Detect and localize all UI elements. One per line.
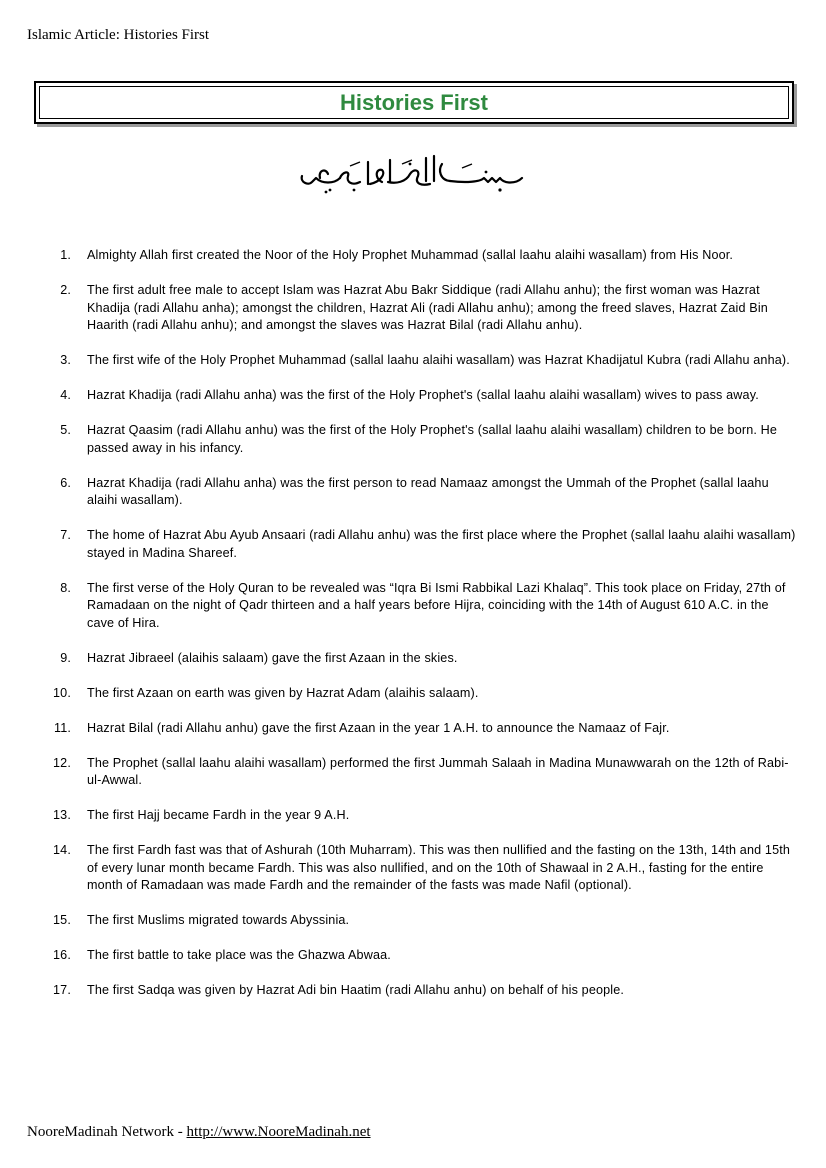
list-item-text: Hazrat Khadija (radi Allahu anha) was the first person to read Namaaz amongst the Ummah of the Prophet (sallal laahu alaihi wasallam). xyxy=(87,475,769,507)
list-item xyxy=(30,720,796,738)
list-item xyxy=(30,422,796,457)
list-item-number: 4. xyxy=(60,388,71,402)
list-item xyxy=(30,842,796,895)
list-item-number: 11. xyxy=(53,720,71,735)
list-item-text: The first Muslims migrated towards Abyssinia. xyxy=(87,913,350,927)
footer-network-name: NooreMadinah Network - xyxy=(27,1124,187,1140)
bismillah-calligraphy xyxy=(290,148,530,198)
numbered-list xyxy=(30,247,796,1017)
list-item-text: The first Sadqa was given by Hazrat Adi bin Haatim (radi Allahu anhu) on behalf of his people. xyxy=(87,983,625,997)
list-item-number: 7. xyxy=(60,528,71,542)
list-item-text: Hazrat Qaasim (radi Allahu anhu) was the first of the Holy Prophet's (sallal laahu alaihi wasallam) children to be born. He passed away in his infancy. xyxy=(87,423,778,455)
list-item-number: 9. xyxy=(60,650,71,665)
list-item xyxy=(30,982,796,1000)
list-item-number: 14. xyxy=(53,843,71,857)
list-item-text: Hazrat Khadija (radi Allahu anha) was the first of the Holy Prophet's (sallal laahu alaihi wasallam) wives to pass away. xyxy=(87,388,759,402)
title-inner-border xyxy=(39,86,789,119)
list-item-text: The first Fardh fast was that of Ashurah (10th Muharram). This was then nullified and the fasting on the 13th, 14th and 15th of every lunar month became Fardh. This was also nullified, and on the 10th of Shawaal in 2 A.H., fasting for the entire month of Ramadaan was made Fardh and the remainder of the fasts was made Nafil (optional). xyxy=(87,843,791,892)
list-item xyxy=(30,755,796,790)
list-item xyxy=(30,947,796,965)
list-item-text: The first Azaan on earth was given by Hazrat Adam (alaihis salaam). xyxy=(87,685,479,700)
list-item-text: Hazrat Jibraeel (alaihis salaam) gave the first Azaan in the skies. xyxy=(87,650,458,665)
list-item-text: The first battle to take place was the Ghazwa Abwaa. xyxy=(87,948,391,962)
list-item-number: 3. xyxy=(60,353,71,367)
list-item-number: 8. xyxy=(60,580,71,595)
list-item-text: The Prophet (sallal laahu alaihi wasallam) performed the first Jummah Salaah in Madina Munawwarah on the 12th of Rabi-ul-Awwal. xyxy=(87,755,789,787)
bismillah-calligraphy-image xyxy=(290,148,530,198)
list-item-number: 5. xyxy=(60,423,71,437)
list-item xyxy=(30,527,796,562)
list-item-number: 2. xyxy=(60,283,71,297)
list-item-text: The first verse of the Holy Quran to be revealed was “Iqra Bi Ismi Rabbikal Lazi Khalaq”. This took place on Friday, 27th of Ramadaan on the night of Qadr thirteen and a half years before Hijra, coinciding with the 14th of August 610 A.C. in the cave of Hira. xyxy=(87,580,786,630)
list-item xyxy=(30,580,796,633)
footer xyxy=(27,1122,371,1142)
list-item-text: Hazrat Bilal (radi Allahu anhu) gave the first Azaan in the year 1 A.H. to announce the Namaaz of Fajr. xyxy=(87,720,670,735)
list-item xyxy=(30,912,796,930)
list-item-text: Almighty Allah first created the Noor of the Holy Prophet Muhammad (sallal laahu alaihi wasallam) from His Noor. xyxy=(87,248,734,262)
list-item-text: The first Hajj became Fardh in the year 9 A.H. xyxy=(87,808,350,822)
list-item-number: 16. xyxy=(53,948,71,962)
list-item-text: The first wife of the Holy Prophet Muhammad (sallal laahu alaihi wasallam) was Hazrat Khadijatul Kubra (radi Allahu anha). xyxy=(87,353,790,367)
footer-website-link[interactable]: http://www.NooreMadinah.net xyxy=(186,1124,371,1140)
list-item-number: 6. xyxy=(60,475,71,490)
list-item-number: 15. xyxy=(53,913,71,927)
list-item-number: 12. xyxy=(53,755,71,770)
list-item-number: 13. xyxy=(53,808,71,822)
list-item-text: The first adult free male to accept Islam was Hazrat Abu Bakr Siddique (radi Allahu anhu); the first woman was Hazrat Khadija (radi Allahu anha); amongst the children, Hazrat Ali (radi Allahu anhu); among the freed slaves, Hazrat Zaid Bin Haarith (radi Allahu anhu); and amongst the slaves was Hazrat Bilal (radi Allahu anhu). xyxy=(87,283,768,332)
list-item xyxy=(30,387,796,405)
list-item-number: 17. xyxy=(53,983,71,997)
document-header: Islamic Article: Histories First xyxy=(27,27,210,43)
list-item xyxy=(30,685,796,703)
list-item-number: 1. xyxy=(60,248,71,262)
title-box xyxy=(34,81,794,124)
list-item-text: The home of Hazrat Abu Ayub Ansaari (radi Allahu anhu) was the first place where the Prophet (sallal laahu alaihi wasallam) stayed in Madina Shareef. xyxy=(87,528,796,560)
list-item-number: 10. xyxy=(53,685,71,700)
list-item xyxy=(30,650,796,668)
page-title: Histories First xyxy=(340,89,488,115)
list-item xyxy=(30,475,796,510)
list-item xyxy=(30,282,796,335)
list-item xyxy=(30,247,796,265)
list-item xyxy=(30,807,796,825)
list-item xyxy=(30,352,796,370)
